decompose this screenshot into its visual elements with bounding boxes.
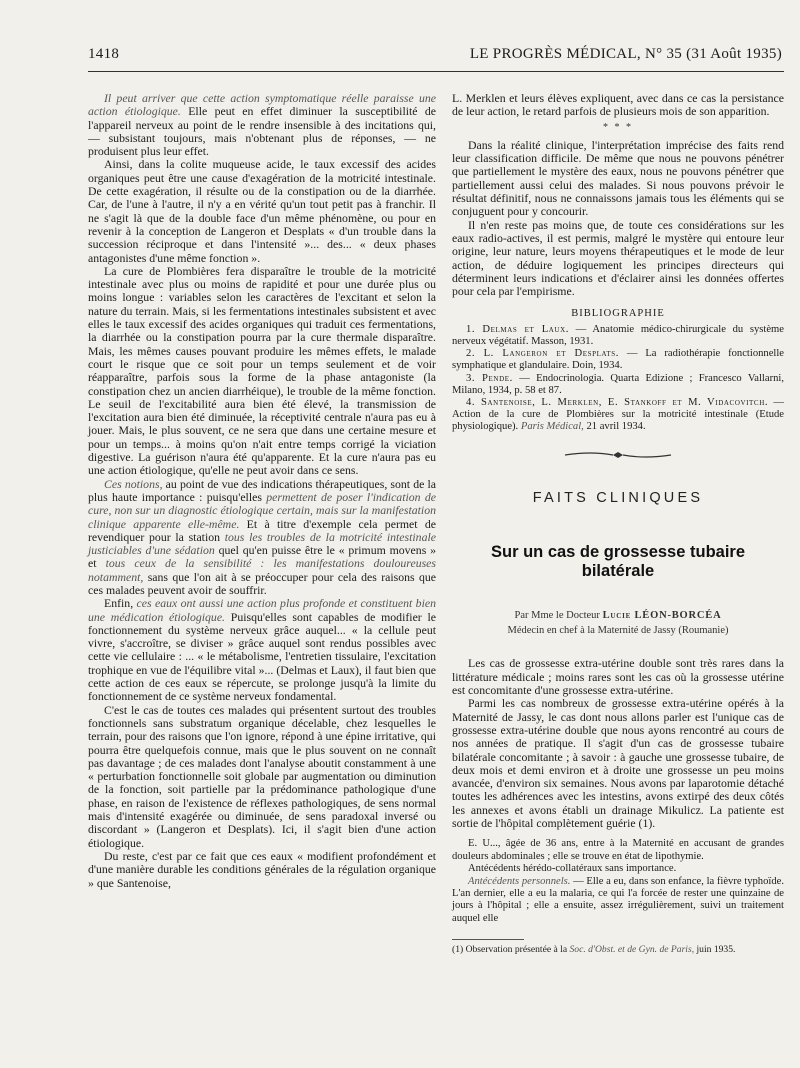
text: Enfin, <box>104 596 137 611</box>
text: Elle peut en effet diminuer la susceptibilité de l'appareil nerveux au point de le rendre insensible à des incitations qui, — subsistant toujours, mais n'obtenant plus de réponses, — ne produisent plus leur effet. <box>88 104 437 159</box>
header-rule <box>88 71 784 72</box>
article-body <box>452 657 784 925</box>
section-title: FAITS CLINIQUES <box>532 489 704 506</box>
citation-authors: 1. Delmas et Laux. <box>466 323 569 335</box>
byline <box>452 609 784 622</box>
italic-text: ces eaux ont aussi une action plus profonde et constituent bien une médication étiologique. <box>88 596 436 624</box>
case-details <box>452 838 784 925</box>
citation-text: — Anatomie médico-chirurgicale du système nerveux végétatif. Masson, 1931. <box>452 323 784 347</box>
byline-prefix: Par Mme le Docteur <box>514 609 603 621</box>
italic-text: Antécédents personnels. <box>468 875 571 887</box>
paragraph: Du reste, c'est par ce fait que ces eaux « modifient profondément et d'une manière durable les conditions générales de la régulation organique » que Santenoise, <box>88 848 436 890</box>
text: quel qu'en puisse être le « primum movens » et <box>88 543 436 571</box>
running-title: LE PROGRÈS MÉDICAL, N° 35 (31 Août 1935) <box>469 46 782 62</box>
citation-text: — Endocrinologia. Quarta Edizione ; Francesco Vallarni, Milano, 1934, p. 58 et 87. <box>452 372 784 396</box>
paragraph: E. U..., âgée de 36 ans, entre à la Maternité en accusant de grandes douleurs abdominales ; elle se trouve en état de lipothymie. <box>452 838 784 862</box>
author-name: Lucie LÉON-BORCÉA <box>602 609 722 621</box>
italic-text: tous ceux de la sensibilité : les manifestations douloureuses notamment, <box>88 556 437 584</box>
footnote-date: juin 1935. <box>694 944 736 956</box>
paragraph: Antécédents hérédo-collatéraux sans importance. <box>468 863 677 875</box>
footnote <box>452 944 784 955</box>
paragraph: Il n'en reste pas moins que, de toute ces considérations sur les eaux radio-actives, il est permis, malgré le mystère qui entoure leur origine, leur nature, leurs moyens thérapeutiques et le mode de leur action, de déduire logiquement les principes directeurs qui déterminent leurs indications et d'éclairer ainsi les données offertes pour cela par l'empirisme. <box>452 217 784 299</box>
paragraph: La cure de Plombières fera disparaître le trouble de la motricité intestinale avec plus ou moins de rapidité et pour une durée plus ou moins longue : variables selon les caractères de l'excitant et selon la nature du terrain. Mais, si les fermentations intestinales subsistent et avec elles le taux excessif des acides organiques qui traduit ces fermentations, la diarrhée ou la constipation pourra par la cure thermale disparaître. Mais, les mêmes causes pouvant produire les mêmes effets, le malade court le risque que ce soit pour un temps seulement et de voir réapparaître, parfois sous la forme de la phase antagoniste (la constipation chez un ancien diarrhéique), le trouble de la même fonction. Le seuil de l'excitabilité aura bien été élevé, la transmission de l'excitation aura bien été diminuée, la réceptivité centrale n'aura pas eu à jouer. Mais, le plus souvent, ce ne sera que dans une certaine mesure et pour un temps... à moins qu'on n'ait entre temps corrigé la viciation digestive. La guérison n'aura été qu'apparente. Et la cure n'aura pas eu une action étiologique, qu'elle ne peut avoir dans ce sens. <box>88 263 436 478</box>
text: — Elle a eu, dans son enfance, la fièvre typhoïde. L'an dernier, elle a eu la malaria, ce qui l'a forcée de rester une quinzaine de jours à l'hôpital ; elle a ensuite, assez irrégulièrement, suivi un traitement auquel elle <box>452 875 784 924</box>
text: Puisqu'elles sont capables de modifier le fonctionnement du système nerveux grâce auquel... « la cellule peut vivre, s'accroître, se diviser » grâce auquel sont rendus possibles avec cette vie cellulaire : ... « le métabolisme, l'entretien tissulaire, l'excitation trophique en vue de l'équilibre vital »... (Delmas et Laux), il faut bien que cette action de ces eaux se répercute, se prolonge jusqu'à la limite du fonctionnement de ce système nerveux fondamental. <box>88 609 437 704</box>
citation-text: — Action de la cure de Plombières sur la motricité intestinale (Etude physiologique). <box>452 396 784 433</box>
page-number: 1418 <box>88 46 120 62</box>
paragraph: Les cas de grossesse extra-utérine double sont très rares dans la littérature médicale ; moins rares sont les cas où la grossesse utérine est concomitante d'une grossesse extra-utérine. <box>452 656 784 698</box>
bibliography-entry <box>452 397 784 434</box>
citation-authors: 4. Santenoise, L. Merklen, E. Stankoff et M. Vidacovitch. <box>466 396 769 408</box>
bibliography-list <box>452 324 784 434</box>
paragraph: C'est le cas de toutes ces malades qui présentent surtout des troubles fonctionnels sans substratum organique décelable, chez lesquelles le terrain, pour des raisons que l'on ignore, répond à une épine irritative, qui pourra être quelquefois connue, mais que le plus souvent on ne connaît pas davantage ; de ces malades dont l'analyse aboutit constamment à une « perturbation fonctionnelle soit globale par augmentation ou diminution de la fonction, soit partielle par la prédominance pathologique d'une phase, en raison de l'existence de réflexes pathologiques, de sens normal mais d'intensité exagérée ou diminuée, de sens paradoxal inversé ou discordant » (Langeron et Desplats). Ici, il s'agit bien d'une action étiologique. <box>88 702 436 850</box>
italic-text: permettent de poser l'indication de cure, non sur un diagnostic étiologique certain, mais sur la manifestation clinique apparente elle-même. <box>88 489 436 531</box>
citation-authors: 2. L. Langeron et Desplats. <box>466 348 620 360</box>
text: au point de vue des indications thérapeutiques, sont de la plus haute importance : puisqu'elles <box>88 476 436 504</box>
citation-authors: 3. Pende. <box>466 372 513 384</box>
italic-text: tous les troubles de la motricité intestinale justiciables d'une sédation <box>88 529 436 558</box>
paragraph <box>452 876 784 926</box>
article-title-line: Sur un cas de grossesse tubaire <box>490 542 746 561</box>
citation-journal: Paris Médical, <box>520 421 584 433</box>
page-header <box>88 46 782 68</box>
paragraph: L. Merklen et leurs élèves expliquent, avec dans ce cas la persistance de leur action, le retard parfois de plusieurs mois de son apparition. <box>452 91 784 119</box>
paragraph <box>88 92 436 158</box>
text: Et à titre d'exemple cela permet de revendiquer pour la station <box>88 516 436 544</box>
italic-text: Ces notions, <box>104 476 163 491</box>
footnote-source: Soc. d'Obst. et de Gyn. de Paris, <box>569 944 695 956</box>
paragraph <box>88 597 436 703</box>
article-title-line: bilatérale <box>581 561 655 580</box>
text: sans que l'on ait à se préoccuper pour cela des raisons que ces malades peuvent avoir de souffrir. <box>88 569 436 597</box>
italic-text: Il peut arriver que cette action symptomatique réelle paraisse une action étiologique. <box>88 91 436 119</box>
bibliography-title: BIBLIOGRAPHIE <box>571 308 665 320</box>
citation-date: 21 avril 1934. <box>583 421 646 433</box>
bibliography-entry <box>452 348 784 372</box>
citation-text: — La radiothérapie fonctionnelle symphatique et glandulaire. Doin, 1934. <box>452 348 785 372</box>
footnote-text: (1) Observation présentée à la <box>452 944 570 956</box>
bibliography-entry <box>452 324 784 348</box>
ornament-divider-icon <box>563 450 673 460</box>
footnote-rule <box>452 939 524 940</box>
paragraph: Parmi les cas nombreux de grossesse extra-utérine opérés à la Maternité de Jassy, le cas dont nous allons parler est l'unique cas de grossesse extra-utérine double que nous ayons rencontré au cours de nos années de pratique. Il s'agit d'un cas de grossesse tubaire bilatérale concomitante ; à savoir : à gauche une grossesse tubaire, de deux mois et demi environ et à droite une grossesse un peu moins avancée, d'environ six semaines. Nous avons par laparotomie détaché toutes les adhérences avec les intestins, avons extirpé des deux côtés les annexes et avons établi un drainage Mikulicz. La patiente est sortie de l'hôpital complètement guérie (1). <box>452 696 784 831</box>
right-column <box>452 92 784 955</box>
paragraph: Ainsi, dans la colite muqueuse acide, le taux excessif des acides organiques peut être une cause d'exagération de la motricité intestinale. De cette exagération, il résulte ou de la constipation ou de la diarrhée. Car, de l'une à l'autre, il n'y a en vérité qu'un tout petit pas à franchir. Il ne s'agit là que de la double face d'un même phénomène, ou pour en revenir à la conception de Langeron et Desplats « d'un trouble dans la succession réciproque et dans l'intensité »... des... « deux phases antagonistes d'une même fonction ». <box>88 157 436 265</box>
bibliography-entry <box>452 373 784 397</box>
article-title <box>452 543 784 581</box>
paragraph: Dans la réalité clinique, l'interprétation imprécise des faits rend leur classification difficile. De même que nous ne pouvons pénétrer que partiellement le mystère des eaux, nous ne pouvons pénétrer que partiellement aussi celui des malades. Si nous pouvons prévoir le résultat définitif, nous ne connaissons jamais tous les éléments qui se conjuguent pour y concourir. <box>452 137 784 219</box>
affiliation: Médecin en chef à la Maternité de Jassy (Roumanie) <box>507 625 729 637</box>
section-separator: * * * <box>603 121 633 133</box>
left-column <box>88 92 436 890</box>
paragraph <box>88 478 436 598</box>
